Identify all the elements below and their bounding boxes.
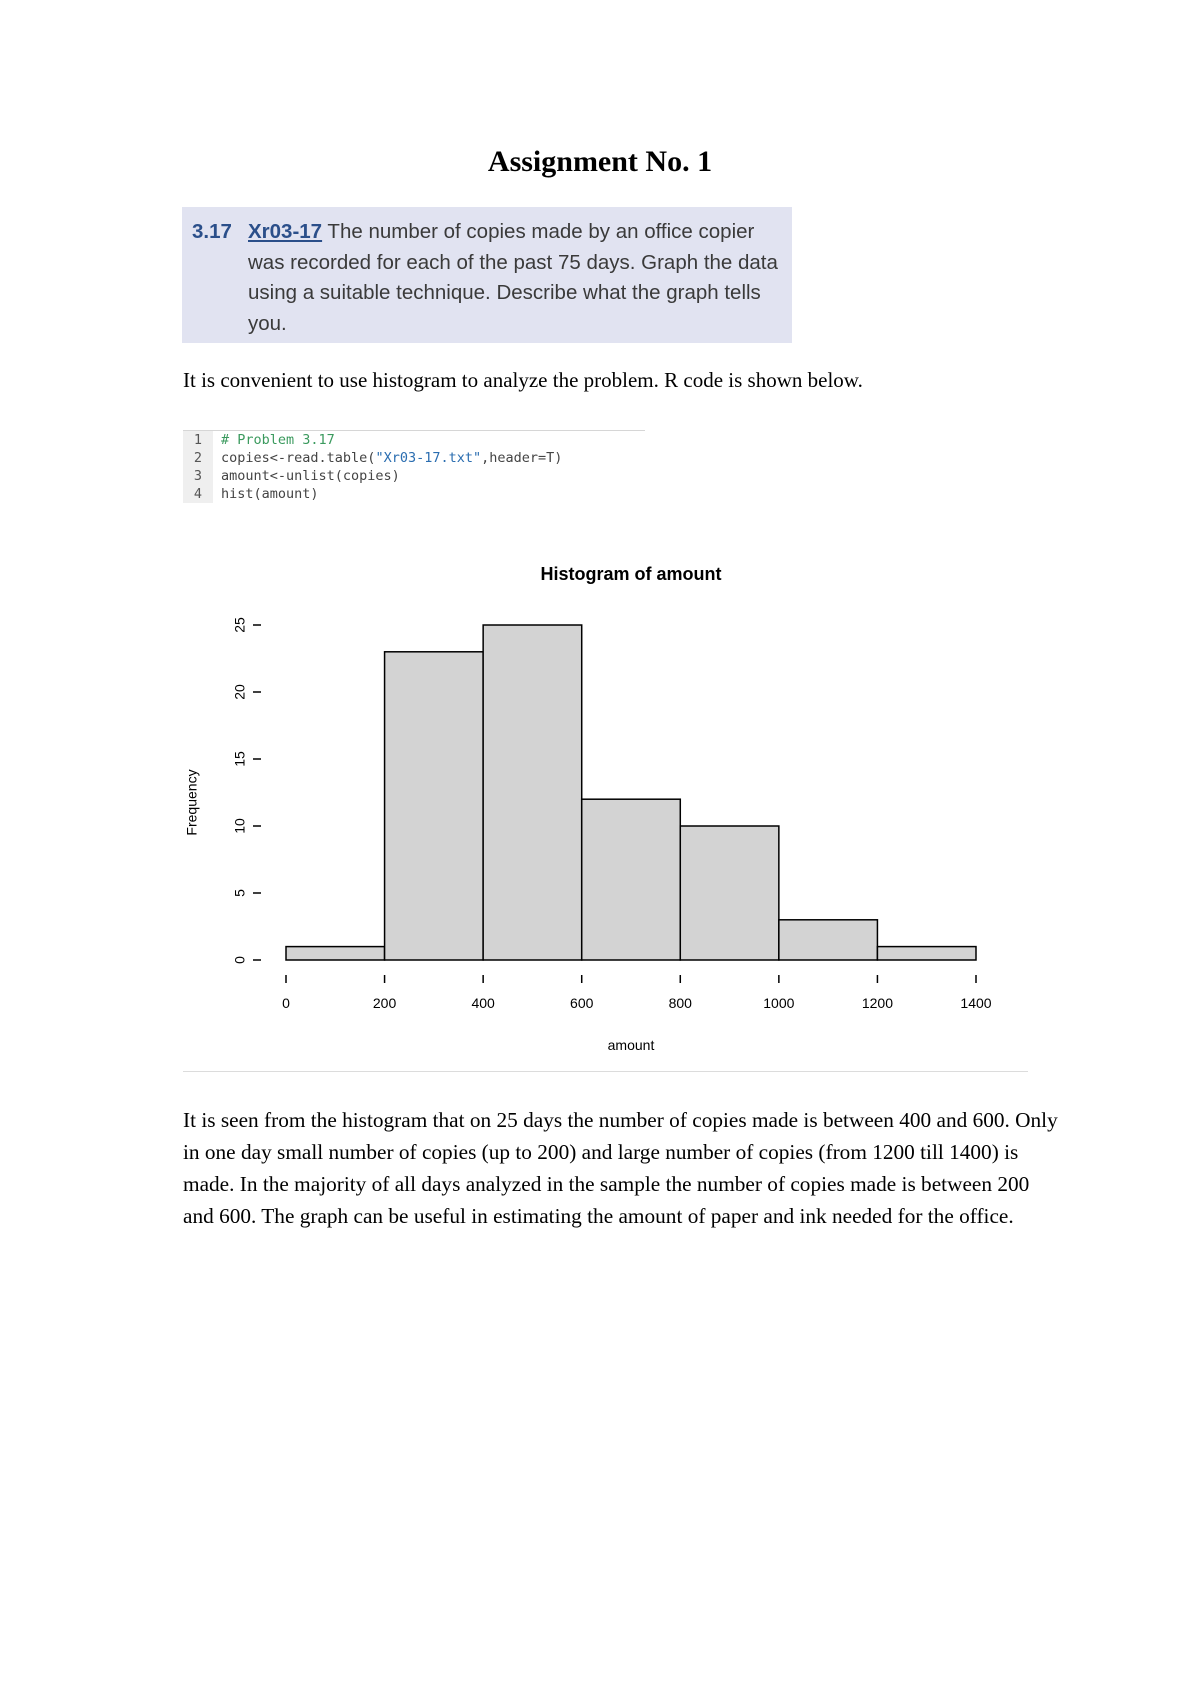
histogram-bar	[582, 799, 681, 960]
histogram-bar	[680, 826, 779, 960]
x-tick-label: 1000	[763, 995, 795, 1011]
x-tick-label: 800	[668, 995, 692, 1011]
histogram-bar	[877, 947, 976, 960]
code-line	[183, 467, 645, 485]
conclusion-text: It is seen from the histogram that on 25 days the number of copies made is between 400 and 600. Only in one day small number of copies (up to 200) and large number of copies (from 1200 till 1400) is made. In the majority of all days analyzed in the sample the number of copies made is between 200 and 600. The graph can be useful in estimating the amount of paper and ink needed for the office.	[183, 1108, 1058, 1228]
code-line	[183, 431, 645, 449]
y-tick-label: 0	[231, 956, 248, 964]
code-line	[183, 485, 645, 503]
code-text: hist(amount)	[221, 486, 319, 502]
y-tick-label: 25	[231, 617, 248, 633]
x-tick-label: 1200	[861, 995, 894, 1011]
code-line	[183, 449, 645, 467]
y-tick-label: 5	[231, 889, 248, 897]
histogram-bar	[779, 920, 878, 960]
x-tick-label: 400	[471, 995, 495, 1011]
histogram-bar	[483, 625, 582, 960]
problem-reference-link[interactable]: Xr03-17	[248, 220, 323, 243]
histogram-svg	[183, 545, 1033, 1055]
line-number: 1	[183, 431, 213, 449]
code-block	[183, 430, 645, 506]
chart-title: Histogram of amount	[540, 564, 722, 584]
separator	[183, 1071, 1028, 1072]
code-text: amount<-unlist(copies)	[221, 468, 400, 484]
x-tick-label: 200	[372, 995, 397, 1011]
problem-number: 3.17	[192, 220, 232, 243]
code-part: ,header=T)	[481, 450, 563, 466]
y-tick-label: 15	[231, 751, 248, 767]
histogram-bar	[385, 652, 484, 960]
intro-text: It is convenient to use histogram to analyze the problem. R code is shown below.	[183, 368, 863, 392]
code-text	[213, 449, 562, 467]
histogram-bar	[286, 947, 385, 960]
problem-text: The number of copies made by an office copier was recorded for each of the past 75 days. Graph the data using a suitable technique. Describe what the graph tells you.	[248, 220, 778, 335]
histogram-chart	[183, 545, 1033, 1055]
code-text: # Problem 3.17	[221, 432, 335, 448]
x-axis-label: amount	[607, 1037, 655, 1053]
code-string: "Xr03-17.txt"	[375, 450, 482, 466]
y-tick-label: 20	[231, 684, 248, 700]
problem-box	[182, 207, 792, 343]
page-title: Assignment No. 1	[487, 145, 713, 178]
line-number: 2	[183, 449, 213, 467]
y-axis-label: Frequency	[183, 769, 200, 836]
code-part: copies<-read.table(	[221, 450, 376, 466]
x-tick-label: 600	[570, 995, 594, 1011]
problem-body	[248, 217, 784, 339]
line-number: 4	[183, 485, 213, 503]
x-tick-label: 0	[282, 995, 290, 1011]
x-tick-label: 1400	[960, 995, 992, 1011]
line-number: 3	[183, 467, 213, 485]
y-tick-label: 10	[231, 818, 248, 834]
